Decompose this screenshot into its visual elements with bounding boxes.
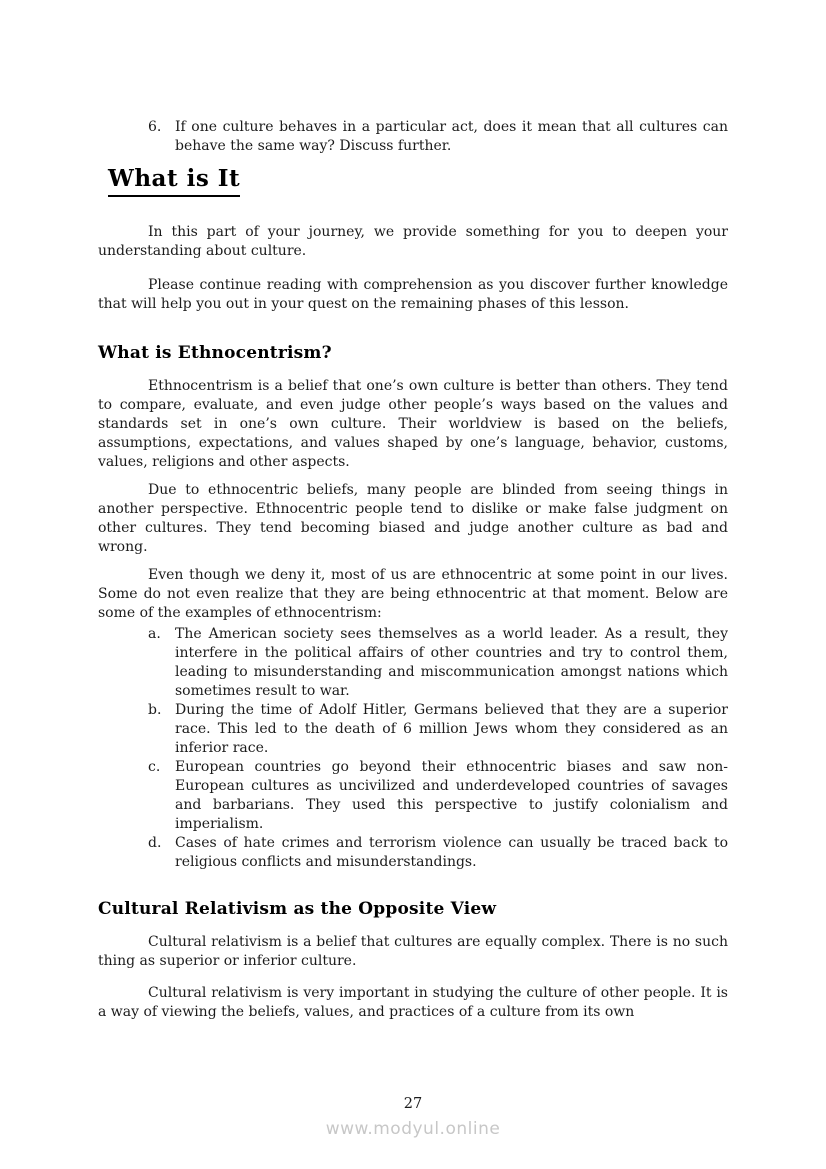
relativism-paragraph-1: Cultural relativism is a belief that cultures are equally complex. There is no such thing as superior or inferior culture. bbox=[98, 934, 728, 969]
list-item-text: During the time of Adolf Hitler, Germans believed that they are a superior race. This led to the death of 6 million Jews whom they considered as an inferior race. bbox=[175, 702, 728, 756]
watermark-url: www.modyul.online bbox=[325, 1119, 501, 1139]
example-item-b bbox=[98, 701, 728, 758]
ethnocentrism-paragraph-3: Even though we deny it, most of us are ethnocentric at some point in our lives. Some do not even realize that they are being ethnocentric at that moment. Below are some of the examples of ethnocentrism: bbox=[98, 567, 728, 621]
list-marker: a. bbox=[148, 626, 161, 642]
ethnocentrism-paragraph-2: Due to ethnocentric beliefs, many people are blinded from seeing things in another perspective. Ethnocentric people tend to dislike or make false judgment on other cultures. They tend becoming biased and judge another culture as bad and wrong. bbox=[98, 482, 728, 555]
list-item-text: If one culture behaves in a particular act, does it mean that all cultures can behave the same way? Discuss further. bbox=[175, 119, 728, 154]
examples-list bbox=[98, 625, 728, 872]
subheading-cultural-relativism: Cultural Relativism as the Opposite View bbox=[98, 899, 497, 919]
example-item-c bbox=[98, 758, 728, 834]
intro-paragraph-1: In this part of your journey, we provide something for you to deepen your understanding about culture. bbox=[98, 224, 728, 259]
section-heading-what-is-it: What is It bbox=[108, 165, 240, 197]
list-marker: b. bbox=[148, 702, 162, 718]
ethnocentrism-paragraph-1: Ethnocentrism is a belief that one’s own culture is better than others. They tend to compare, evaluate, and even judge other people’s ways based on the values and standards set in one’s own culture. Their worldview is based on the beliefs, assumptions, expectations, and values shaped by one’s language, behavior, customs, values, religions and other aspects. bbox=[98, 378, 728, 470]
list-item-text: Cases of hate crimes and terrorism violence can usually be traced back to religious conflicts and misunderstandings. bbox=[175, 835, 728, 870]
list-marker: c. bbox=[148, 759, 161, 775]
section-heading-wrap bbox=[98, 165, 728, 197]
example-item-a bbox=[98, 625, 728, 701]
relativism-paragraph-2: Cultural relativism is very important in studying the culture of other people. It is a way of viewing the beliefs, values, and practices of a culture from its own bbox=[98, 985, 728, 1020]
list-marker: d. bbox=[148, 835, 162, 851]
page-number: 27 bbox=[403, 1096, 423, 1112]
intro-paragraph-2: Please continue reading with comprehension as you discover further knowledge that will help you out in your quest on the remaining phases of this lesson. bbox=[98, 277, 728, 312]
list-item-text: The American society sees themselves as a world leader. As a result, they interfere in the political affairs of other countries and try to control them, leading to misunderstanding and miscommunication amongst nations which sometimes result to war. bbox=[175, 626, 728, 699]
numbered-item-6 bbox=[98, 118, 728, 156]
list-marker: 6. bbox=[148, 119, 162, 135]
example-item-d bbox=[98, 834, 728, 872]
subheading-ethnocentrism: What is Ethnocentrism? bbox=[98, 343, 332, 363]
list-item-text: European countries go beyond their ethnocentric biases and saw non-European cultures as uncivilized and underdeveloped countries of savages and barbarians. They used this perspective to justify colonialism and imperialism. bbox=[175, 759, 728, 832]
